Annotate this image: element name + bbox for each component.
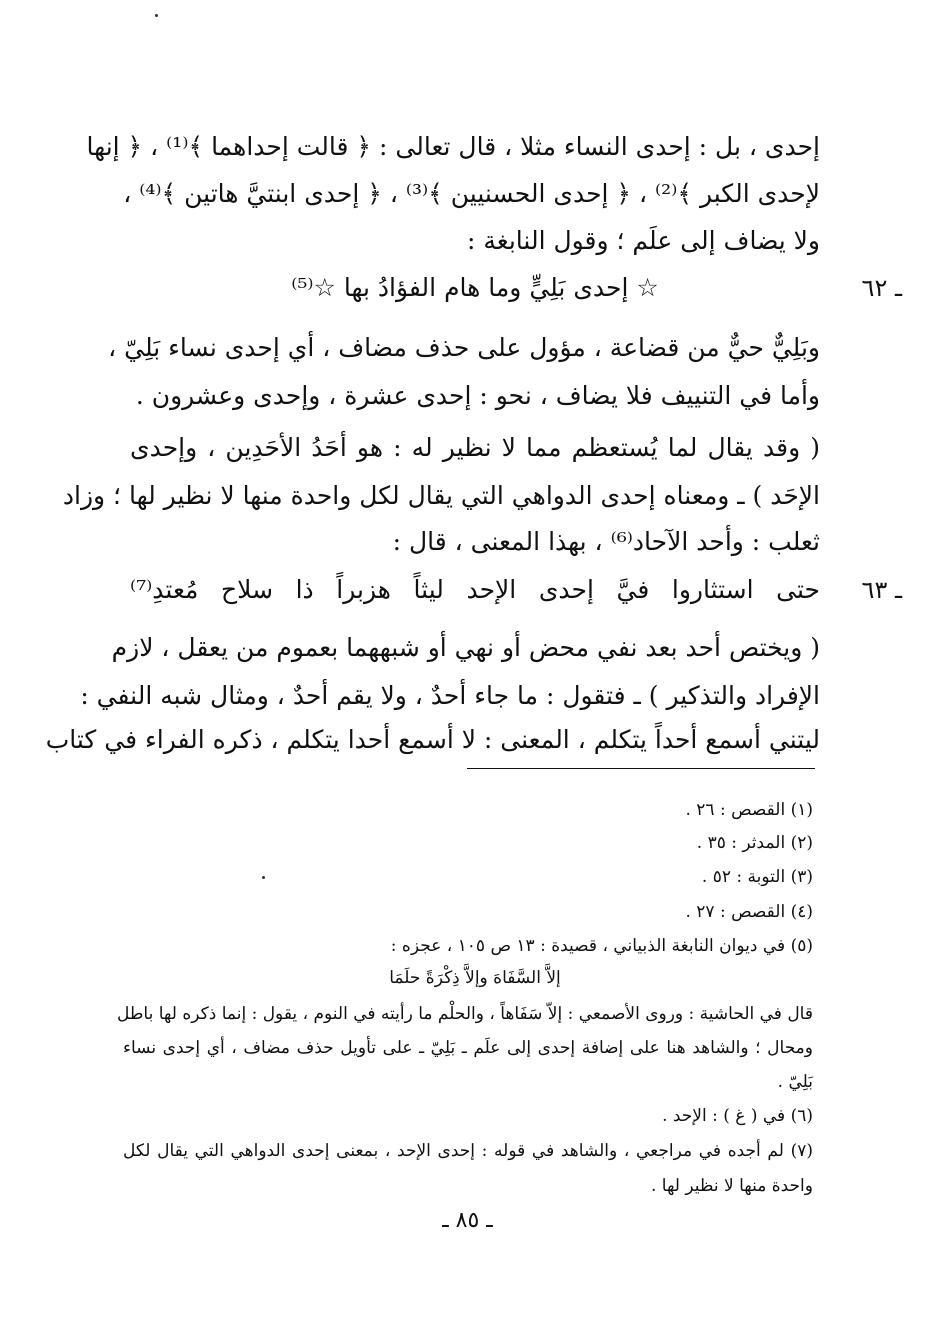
body-line-6: وأما في التنييف فلا يضاف ، نحو : إحدى عشرة ، وإحدى وعشرون . [135, 381, 820, 410]
body-line-12: الإفراد والتذكير ) ـ فتقول : ما جاء أحدٌ ، ولا يقم أحدٌ ، ومثال شبه النفي : [80, 681, 820, 710]
poetry-verse-63: حتى استثاروا فيَّ إحدى الإحد ليثاً هزبراً ذا سلاح مُعتدِ⁽⁷⁾ [130, 575, 820, 604]
footnote-4: (٤) القصص : ٢٧ . [685, 902, 813, 922]
body-line-3: ولا يضاف إلى علَم ؛ وقول النابغة : [467, 226, 820, 255]
footnote-5-line-4: بَلِيّ . [777, 1072, 813, 1092]
footnote-6: (٦) في ( غ ) : الإحد . [662, 1106, 813, 1126]
footnote-separator [467, 768, 815, 769]
body-line-2: لإحدى الكبر ﴾⁽²⁾ ، ﴿ إحدى الحسنيين ﴾⁽³⁾ ، ﴿ إحدى ابنتيَّ هاتين ﴾⁽⁴⁾ ، [123, 179, 820, 208]
footnote-3: (٣) التوبة : ٥٢ . [701, 867, 813, 887]
body-line-9: ثعلب : وأحد الآحاد⁽⁶⁾ ، بهذا المعنى ، قال : [392, 527, 820, 556]
body-line-7: ( وقد يقال لما يُستعظم مما لا نظير له : هو أحَدُ الأحَدِين ، وإحدى [130, 433, 820, 462]
body-line-13: ليتني أسمع أحداً يتكلم ، المعنى : لا أسمع أحدا يتكلم ، ذكره الفراء في كتاب [45, 725, 820, 754]
page-number: ـ ٨٥ ـ [442, 1208, 493, 1233]
verse-number-63: ـ ٦٣ [861, 576, 902, 604]
poetry-verse-62: ☆ إحدى بَلِيٍّ وما هام الفؤادُ بها ☆⁽⁵⁾ [291, 273, 659, 302]
verse-number-62: ـ ٦٢ [861, 274, 902, 302]
body-line-1: إحدى ، بل : إحدى النساء مثلا ، قال تعالى : ﴿ قالت إحداهما ﴾⁽¹⁾ ، ﴿ إنها [86, 132, 820, 161]
footnote-5: (٥) في ديوان النابغة الذبياني ، قصيدة : ١٣ ص ١٠٥ ، عجزه : [390, 936, 813, 956]
footnote-5-line-2: قال في الحاشية : وروى الأصمعي : إلاّ سَفَاهاً ، والحلْم ما رأيته في النوم ، يقول : إنما ذكره لها باطل [117, 1004, 813, 1024]
footnote-5-verse: إلاَّ السَّفَاهَ وإلاَّ ذِكْرَةً حلَمَا [389, 968, 561, 988]
footnote-7: (٧) لم أجده في مراجعي ، والشاهد في قوله : إحدى الإحد ، بمعنى إحدى الدواهي التي يقال لكل [123, 1141, 813, 1161]
scan-speck [155, 14, 158, 17]
footnote-5-line-3: ومحال ؛ والشاهد هنا على إضافة إحدى إلى علَم ـ بَلِيّ ـ على تأويل حذف مضاف ، أي إحدى نساء [123, 1038, 813, 1058]
body-line-11: ( ويختص أحد بعد نفي محض أو نهي أو شبههما بعموم من يعقل ، لازم [111, 633, 820, 662]
body-line-8: الإحَد ) ـ ومعناه إحدى الدواهي التي يقال لكل واحدة منها لا نظير لها ؛ وزاد [62, 481, 820, 510]
footnote-1: (١) القصص : ٢٦ . [685, 800, 813, 820]
footnote-2: (٢) المدثر : ٣٥ . [696, 833, 813, 853]
footnote-7-line-2: واحدة منها لا نظير لها . [650, 1176, 813, 1196]
scan-speck [262, 876, 265, 879]
body-line-5: وبَلِيٌّ حيٌّ من قضاعة ، مؤول على حذف مضاف ، أي إحدى نساء بَلِيّ ، [108, 333, 820, 362]
